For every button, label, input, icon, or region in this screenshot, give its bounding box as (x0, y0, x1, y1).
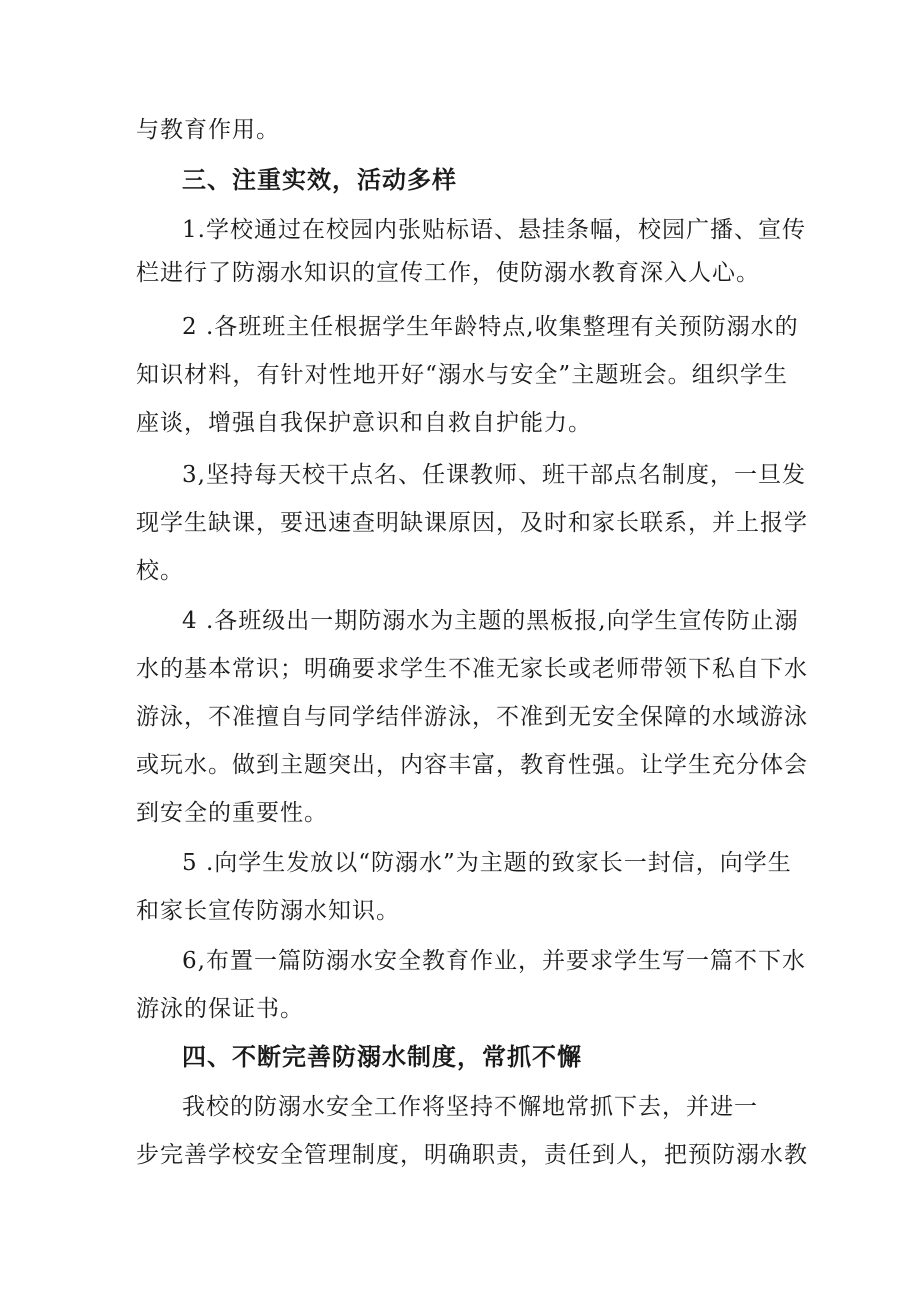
section-heading-4: 四、不断完善防溺水制度，常抓不懈 (182, 1043, 582, 1071)
paragraph-line: 6,布置一篇防溺水安全教育作业，并要求学生写一篇不下水 (182, 948, 806, 974)
paragraph-line: 与教育作用。 (136, 117, 280, 143)
paragraph-line: 1.学校通过在校园内张贴标语、悬挂条幅，校园广播、宣传 (182, 217, 806, 243)
paragraph-line: 游泳，不准擅自与同学结伴游泳，不准到无安全保障的水域游泳 (136, 704, 808, 730)
paragraph-line: 2 .各班班主任根据学生年龄特点,收集整理有关预防溺水的 (182, 314, 799, 340)
paragraph-line: 栏进行了防溺水知识的宣传工作，使防溺水教育深入人心。 (136, 260, 760, 286)
paragraph-line: 步完善学校安全管理制度，明确职责，责任到人，把预防溺水教 (136, 1142, 808, 1168)
paragraph-line: 现学生缺课，要迅速查明缺课原因，及时和家长联系，并上报学 (136, 510, 808, 536)
paragraph-line: 3,坚持每天校干点名、任课教师、班干部点名制度，一旦发 (182, 462, 806, 488)
paragraph-line: 到安全的重要性。 (136, 800, 328, 826)
paragraph-line: 座谈，增强自我保护意识和自救自护能力。 (136, 410, 592, 436)
section-heading-3: 三、注重实效，活动多样 (182, 166, 457, 194)
paragraph-line: 校。 (136, 558, 184, 584)
paragraph-line: 4 .各班级出一期防溺水为主题的黑板报,向学生宣传防止溺 (182, 608, 799, 634)
paragraph-line: 或玩水。做到主题突出，内容丰富，教育性强。让学生充分体会 (136, 752, 808, 778)
paragraph-line: 5 .向学生发放以“防溺水”为主题的致家长一封信，向学生 (182, 850, 792, 876)
paragraph-line: 知识材料，有针对性地开好“溺水与安全”主题班会。组织学生 (136, 362, 788, 388)
paragraph-line: 和家长宣传防溺水知识。 (136, 898, 400, 924)
paragraph-line: 水的基本常识；明确要求学生不准无家长或老师带领下私自下水 (136, 656, 808, 682)
paragraph-line: 游泳的保证书。 (136, 996, 304, 1022)
paragraph-line: 我校的防溺水安全工作将坚持不懈地常抓下去，并进一 (182, 1094, 758, 1120)
